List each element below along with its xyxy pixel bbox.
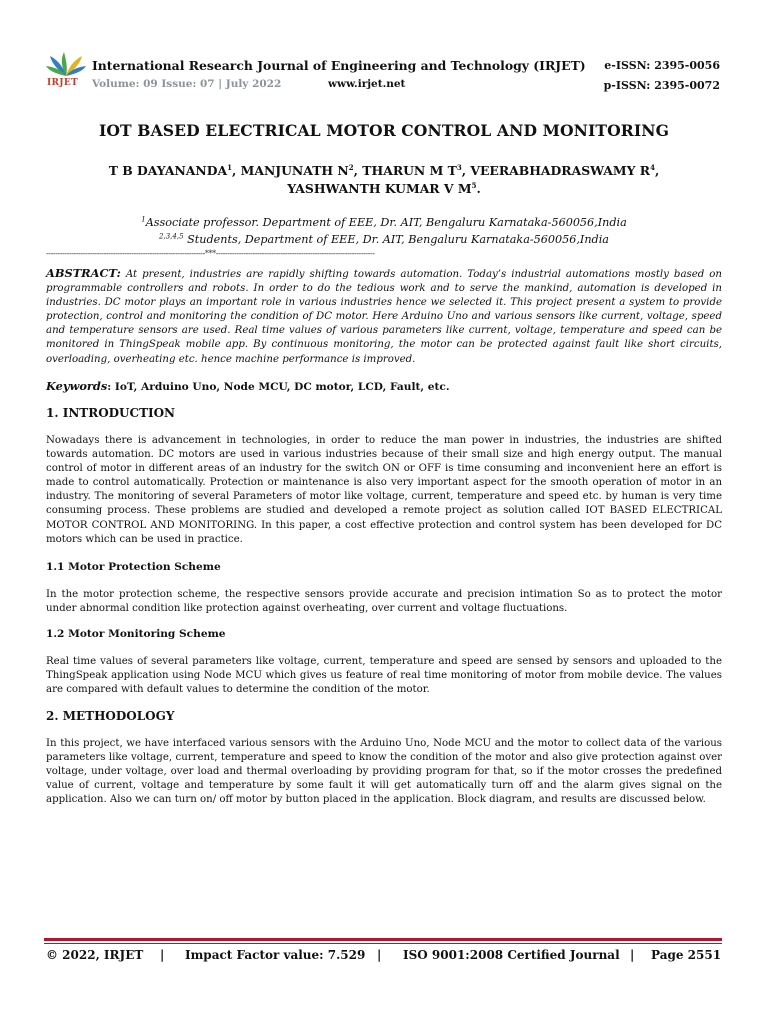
affiliation-sup: 1	[141, 215, 146, 224]
heading-methodology: 2. METHODOLOGY	[46, 709, 175, 723]
journal-title: International Research Journal of Engineering and Technology (IRJET)	[92, 58, 586, 73]
author-sup: 5	[471, 180, 477, 190]
p-issn: p-ISSN: 2395-0072	[603, 79, 720, 92]
abstract	[46, 266, 722, 367]
footer-rule-thin	[44, 943, 722, 944]
author-separator: ,	[654, 163, 660, 178]
affiliation-1	[44, 216, 724, 229]
paper-title: IOT BASED ELECTRICAL MOTOR CONTROL AND MONITORING	[98, 121, 669, 140]
motor-protection-text: In the motor protection scheme, the respective sensors provide accurate and precision intimation So as to protect the motor under abnormal condition like protection against overheating, over current and voltage fluctuations.	[46, 589, 722, 615]
keywords-text: : IoT, Arduino Uno, Node MCU, DC motor, LCD, Fault, etc.	[107, 381, 450, 393]
abstract-label: ABSTRACT:	[46, 266, 121, 280]
author-name: VEERABHADRASWAMY R	[470, 163, 651, 178]
journal-header	[44, 50, 724, 100]
author-name: THARUN M T	[362, 163, 457, 178]
heading-introduction: 1. INTRODUCTION	[46, 406, 176, 420]
affiliation-sup: 2,3,4,5	[159, 232, 184, 241]
footer-separator: |	[160, 948, 165, 962]
heading-motor-protection: 1.1 Motor Protection Scheme	[46, 561, 221, 573]
author-name: MANJUNATH N	[240, 163, 349, 178]
footer-separator: |	[377, 948, 382, 962]
footer-copyright: © 2022, IRJET	[46, 948, 144, 962]
journal-website-link[interactable]: www.irjet.net	[328, 78, 406, 90]
author-sup: 4	[650, 162, 655, 172]
section-divider: ---------------------------------------------------------------------***---------------------------------------------------------------------	[46, 249, 375, 258]
author-list	[60, 162, 708, 198]
footer-iso: ISO 9001:2008 Certified Journal	[403, 948, 620, 962]
keywords-label: Keywords	[46, 379, 108, 393]
page-footer	[46, 948, 722, 966]
author-separator: ,	[231, 163, 241, 178]
author-separator: .	[476, 181, 481, 196]
keywords	[46, 379, 722, 394]
abstract-text: At present, industries are rapidly shifting towards automation. Today’s industrial automations mostly based on programmable controllers and robots. In order to do the tedious work and to serve the mankind, automation is developed in industries. DC motor plays an important role in various industries hence we selected it. This project present a system to provide protection, control and monitoring the condition of DC motor. Here Arduino Uno and various sensors like current, voltage, speed and temperature sensors are used. Real time values of various parameters like current, voltage, temperature and speed can be monitored in ThingSpeak mobile app. By continuous monitoring, the motor can be protected against fault like short circuits, overloading, overheating etc. hence machine performance is improved.	[46, 269, 722, 365]
footer-separator: |	[630, 948, 635, 962]
motor-monitoring-text: Real time values of several parameters like voltage, current, temperature and speed are sensed by sensors and uploaded to the ThingSpeak application using Node MCU which gives us feature of real time monitoring of motor from mobile device. The values are compared with default values to determine the condition of the motor.	[46, 656, 722, 696]
footer-impact-factor: Impact Factor value: 7.529	[185, 948, 366, 962]
affiliation-text: Students, Department of EEE, Dr. AIT, Bengaluru Karnataka-560056,India	[183, 233, 609, 246]
author-sup: 2	[348, 162, 354, 172]
logo-text: IRJET	[47, 78, 79, 88]
affiliation-2	[44, 233, 724, 246]
footer-rule	[44, 938, 722, 941]
author-separator: ,	[353, 163, 363, 178]
affiliation-text: Associate professor. Department of EEE, Dr. AIT, Bengaluru Karnataka-560056,India	[145, 216, 627, 229]
author-sup: 1	[227, 162, 232, 172]
author-name: YASHWANTH KUMAR V M	[287, 181, 472, 196]
methodology-text: In this project, we have interfaced various sensors with the Arduino Uno, Node MCU and the motor to collect data of the various parameters like voltage, current, temperature and speed to know the condition of the motor and also give protection against over voltage, under voltage, over load and thermal overloading by providing program for that, so if the motor crosses the predefined value of current, voltage and temperature by some fault it will get automatically turn off and the alarm gives signal on the application. Also we can turn on/ off motor by button placed in the application. Block diagram, and results are discussed below.	[46, 738, 722, 806]
author-separator: ,	[461, 163, 471, 178]
heading-motor-monitoring: 1.2 Motor Monitoring Scheme	[46, 628, 226, 640]
volume-issue: Volume: 09 Issue: 07 | July 2022	[92, 78, 282, 90]
e-issn: e-ISSN: 2395-0056	[604, 59, 720, 72]
footer-page-number: Page 2551	[651, 948, 722, 962]
author-sup: 3	[456, 162, 462, 172]
author-name: T B DAYANANDA	[108, 163, 228, 178]
introduction-text: Nowadays there is advancement in technologies, in order to reduce the man power in industries, the industries are shifted towards automation. DC motors are used in various industries because of their small size and high energy output. The manual control of motor in different areas of an industry for the switch ON or OFF is time consuming and inconvenient here an effort is made to control automatically. Protection or maintenance is also very important aspect for the smooth operation of motor in an industry. The monitoring of several Parameters of motor like voltage, current, temperature and speed etc. by human is very time consuming process. These problems are studied and developed a remote project as solution called IOT BASED ELECTRICAL MOTOR CONTROL AND MONITORING. In this paper, a cost effective protection and control system has been developed for DC motors which can be used in practice.	[46, 435, 722, 545]
